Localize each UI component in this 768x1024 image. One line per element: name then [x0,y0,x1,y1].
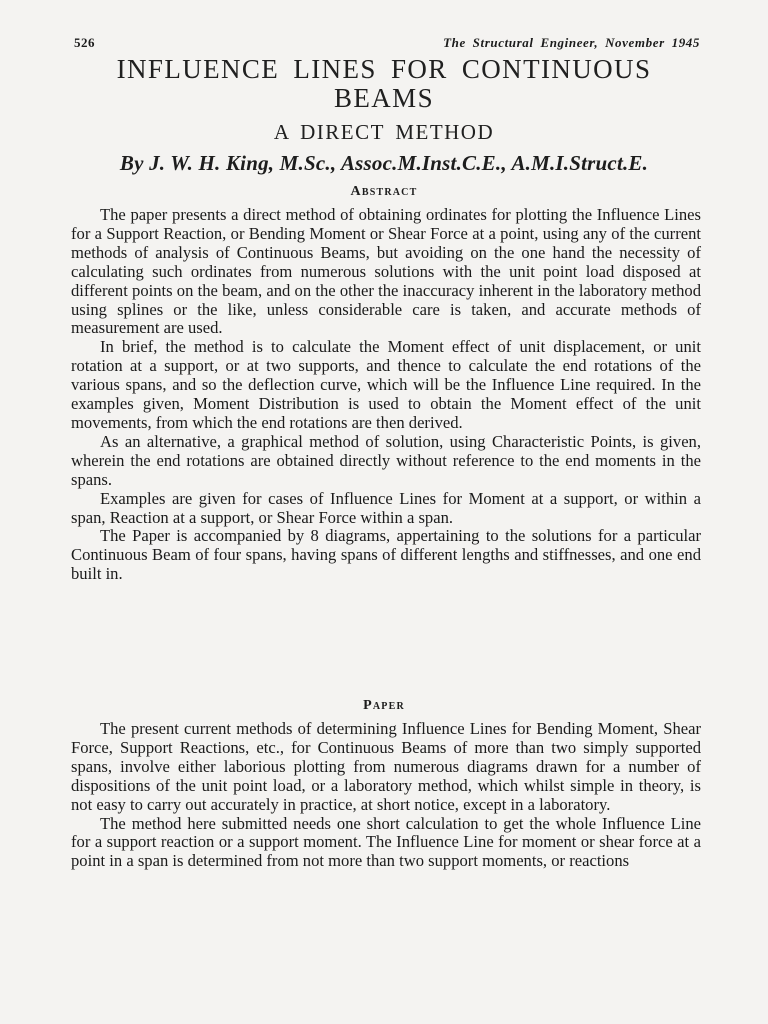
page-header [74,35,700,53]
abstract-paragraph: As an alternative, a graphical method of solution, using Characteristic Points, is given, wherein the end rotations are obtained directly without reference to the end moments in the spans. [71,431,701,489]
author-byline: By J. W. H. King, M.Sc., Assoc.M.Inst.C.E., A.M.I.Struct.E. [119,151,649,175]
abstract-paragraph: Examples are given for cases of Influence Lines for Moment at a support, or within a span, Reaction at a support, or Shear Force within a span. [71,488,701,527]
paper-paragraph: The method here submitted needs one short calculation to get the whole Influence Line for a support reaction or a support moment. The Influence Line for moment or shear force at a point in a span is determined from not more than two support moments, or reactions [71,813,701,871]
article-subtitle: A DIRECT METHOD [273,120,495,144]
running-head: The Structural Engineer, November 1945 [443,35,700,50]
abstract-paragraph: The paper presents a direct method of obtaining ordinates for plotting the Influence Lines for a Support Reaction, or Bending Moment or Shear Force at a point, using any of the current methods of analysis of Continuous Beams, but avoiding on the one hand the necessity of calculating such ordinates from numerous solutions with the unit point load disposed at different points on the beam, and on the other the inaccuracy inherent in the laboratory method using splines or the like, unless considerable care is taken, and accurate methods of measurement are used. [71,205,701,338]
abstract-body [71,206,701,584]
paper-heading: Paper [363,698,405,713]
article-title: INFLUENCE LINES FOR CONTINUOUS BEAMS [116,54,652,113]
abstract-heading: Abstract [350,184,418,199]
paper-paragraph: The present current methods of determining Influence Lines for Bending Moment, Shear Force, Support Reactions, etc., for Continuous Beams of more than two simply supported spans, involve either laborious plotting from numerous diagrams drawn for a number of dispositions of the unit point load, or a laboratory method, which whilst simple in theory, is not easy to carry out accurately in practice, at short notice, except in a laboratory. [71,719,701,814]
abstract-paragraph: In brief, the method is to calculate the Moment effect of unit displacement, or unit rotation at a support, or at two supports, and thence to calculate the end rotations of the various spans, and so the deflection curve, which will be the Influence Line required. In the examples given, Moment Distribution is used to obtain the Moment effect of the unit movements, from which the end rotations are then derived. [71,337,701,432]
paper-body [71,720,701,871]
page-number: 526 [74,35,95,50]
abstract-paragraph: The Paper is accompanied by 8 diagrams, appertaining to the solutions for a particular Continuous Beam of four spans, having spans of different lengths and stiffnesses, and one end built in. [71,526,701,584]
